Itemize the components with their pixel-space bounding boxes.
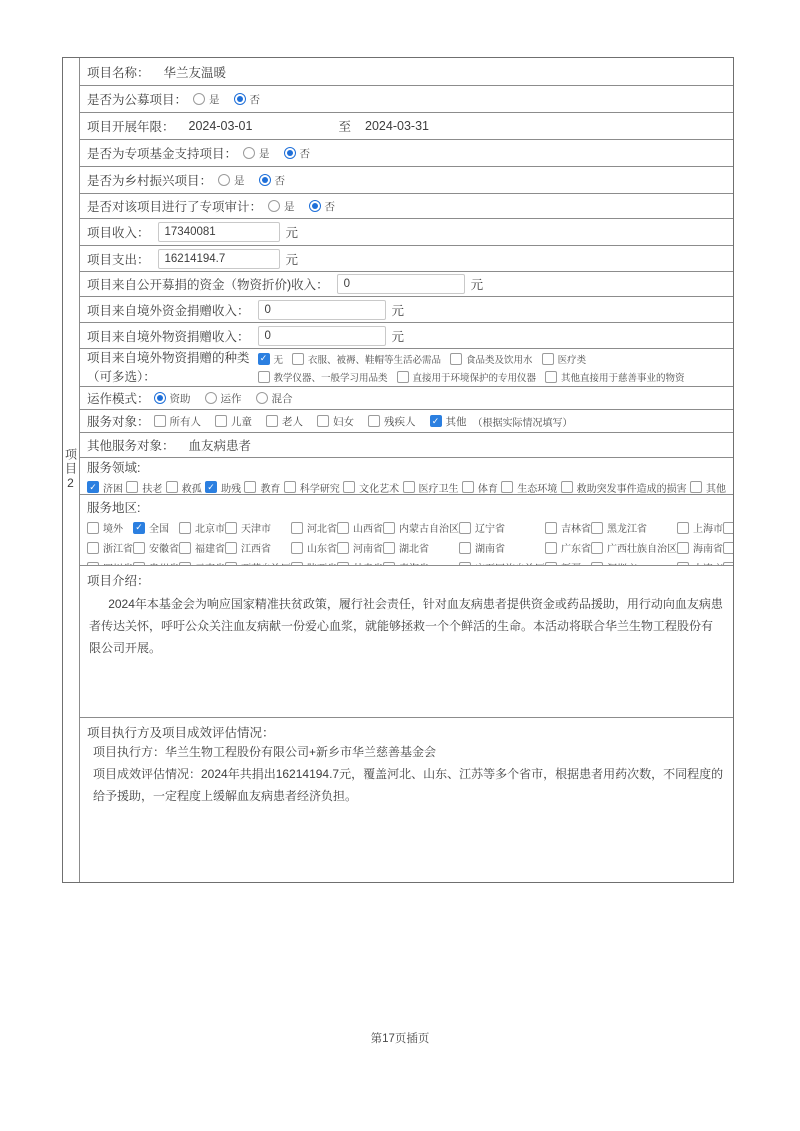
service-areas-checkbox-group[interactable] (87, 520, 726, 566)
evaluation-executor-line: 项目执行方：华兰生物工程股份有限公司+新乡市华兰慈善基金会 (93, 745, 437, 759)
period-start-value: 2024-03-01 (188, 119, 253, 133)
checkbox-option[interactable] (677, 520, 723, 535)
checkbox-unchecked-icon[interactable] (244, 481, 256, 493)
option-label: 湖南省 (475, 544, 505, 555)
radio-checked-icon[interactable] (234, 93, 246, 105)
option-label: 混合 (271, 392, 293, 405)
radio-option[interactable] (205, 391, 242, 406)
checkbox-unchecked-icon[interactable] (292, 353, 304, 365)
form-row-operation-mode (80, 387, 733, 410)
option-label: 救助突发事件造成的损害 (576, 483, 687, 495)
form-row-public-fundraising-income (80, 272, 733, 297)
overseas-fund-income-input[interactable] (258, 300, 386, 320)
option-label: 妇女 (333, 415, 355, 428)
checkbox-unchecked-icon[interactable] (317, 415, 329, 427)
checkbox-checked-icon[interactable]: ✓ (87, 481, 99, 493)
checkbox-option[interactable] (343, 480, 399, 495)
checkbox-option[interactable] (87, 540, 133, 555)
expense-input[interactable] (158, 249, 280, 269)
checkbox-unchecked-icon[interactable] (179, 522, 191, 534)
income-label: 项目收入： (87, 226, 150, 240)
checkbox-option[interactable] (545, 520, 591, 535)
option-label: 黑龙江省 (607, 524, 647, 535)
form-row-is-audited (80, 194, 733, 219)
option-label: 否 (249, 93, 261, 106)
checkbox-unchecked-icon[interactable] (166, 481, 178, 493)
checkbox-unchecked-icon[interactable] (591, 522, 603, 534)
operation-mode-label: 运作模式： (87, 392, 150, 406)
checkbox-option[interactable] (591, 520, 677, 535)
option-label: 其他直接用于慈善事业的物资 (561, 372, 685, 384)
checkbox-unchecked-icon[interactable] (459, 522, 471, 534)
checkbox-unchecked-icon[interactable] (723, 522, 733, 534)
checkbox-option[interactable] (591, 540, 677, 555)
checkbox-unchecked-icon[interactable] (383, 542, 395, 554)
checkbox-checked-icon[interactable]: ✓ (430, 415, 442, 427)
project-name-label: 项目名称： (87, 65, 150, 80)
radio-checked-icon[interactable] (259, 174, 271, 186)
project-form-table (62, 57, 734, 883)
checkbox-unchecked-icon[interactable] (179, 542, 191, 554)
checkbox-option[interactable] (337, 540, 383, 555)
is-special-fund-radio-group[interactable] (243, 146, 324, 161)
checkbox-option[interactable] (501, 480, 557, 495)
form-row-is-public (80, 86, 733, 113)
overseas-goods-types-label (87, 349, 250, 385)
option-label: 济困 (103, 483, 123, 495)
checkbox-option[interactable] (690, 480, 726, 495)
checkbox-unchecked-icon[interactable] (450, 353, 462, 365)
option-label: 安徽省 (149, 544, 179, 555)
checkbox-checked-icon[interactable]: ✓ (205, 481, 217, 493)
project-intro-label: 项目介绍： (87, 574, 150, 588)
checkbox-unchecked-icon[interactable] (215, 415, 227, 427)
form-row-overseas-goods-income (80, 323, 733, 349)
checkbox-unchecked-icon[interactable] (545, 542, 557, 554)
form-row-service-targets (80, 410, 733, 433)
operation-mode-radio-group[interactable] (154, 391, 307, 406)
radio-unchecked-icon[interactable] (243, 147, 255, 159)
checkbox-unchecked-icon[interactable] (677, 542, 689, 554)
checkbox-option[interactable] (225, 520, 291, 535)
checkbox-option[interactable] (205, 480, 241, 495)
option-label: 其他 (705, 483, 726, 495)
service-fields-checkbox-group[interactable] (87, 480, 726, 495)
checkbox-option[interactable] (258, 352, 284, 366)
checkbox-option[interactable] (291, 540, 337, 555)
checkbox-option[interactable] (430, 414, 467, 429)
option-label: 上海市 (693, 524, 723, 535)
checkbox-unchecked-icon[interactable] (459, 542, 471, 554)
option-label: 浙江省 (103, 544, 133, 555)
option-label: 医疗卫生 (418, 483, 459, 495)
option-label: 生态环境 (517, 483, 558, 495)
option-label: 海南省 (693, 544, 723, 555)
checkbox-option[interactable] (126, 480, 162, 495)
form-row-income (80, 219, 733, 246)
checkbox-option[interactable] (545, 370, 685, 384)
option-label: 医疗类 (557, 354, 587, 366)
checkbox-option[interactable] (225, 540, 291, 555)
period-to-label: 至 (338, 120, 352, 134)
checkbox-unchecked-icon[interactable] (501, 481, 513, 493)
radio-unchecked-icon[interactable] (218, 174, 230, 186)
checkbox-unchecked-icon[interactable] (723, 542, 733, 554)
checkbox-checked-icon[interactable]: ✓ (258, 353, 270, 365)
radio-unchecked-icon[interactable] (205, 392, 217, 404)
option-label: 吉林省 (561, 524, 591, 535)
checkbox-option[interactable] (459, 540, 545, 555)
checkbox-unchecked-icon[interactable] (403, 481, 415, 493)
public-fundraising-income-input[interactable] (337, 274, 465, 294)
checkbox-option[interactable] (291, 520, 337, 535)
checkbox-unchecked-icon[interactable] (383, 522, 395, 534)
overseas-goods-types-label-line1: 项目来自境外物资捐赠的种类 (87, 351, 250, 366)
checkbox-option[interactable] (397, 370, 537, 384)
option-label: 助残 (221, 483, 242, 495)
form-row-service-fields (80, 458, 733, 495)
radio-option[interactable] (218, 173, 245, 188)
is-rural-radio-group[interactable] (218, 173, 299, 188)
checkbox-option[interactable] (258, 370, 388, 384)
form-row-is-rural (80, 167, 733, 194)
option-label: 山东省 (307, 544, 337, 555)
option-label: 江西省 (241, 544, 271, 555)
is-special-fund-label: 是否为专项基金支持项目： (87, 147, 238, 161)
form-rows (80, 58, 733, 882)
option-label: 广东省 (561, 544, 591, 555)
checkbox-unchecked-icon[interactable] (225, 542, 237, 554)
option-label: 扶老 (142, 483, 163, 495)
checkbox-option[interactable] (133, 520, 179, 535)
checkbox-option[interactable] (383, 540, 459, 555)
form-row-service-areas (80, 495, 733, 566)
form-row-period (80, 113, 733, 140)
checkbox-unchecked-icon[interactable] (258, 371, 270, 383)
checkbox-unchecked-icon[interactable] (337, 542, 349, 554)
option-label: 食品类及饮用水 (466, 354, 533, 366)
radio-option[interactable] (193, 92, 220, 107)
checkbox-unchecked-icon[interactable] (397, 371, 409, 383)
option-label: 其他 (445, 415, 467, 428)
checkbox-unchecked-icon[interactable] (343, 481, 355, 493)
checkbox-option[interactable] (459, 520, 545, 535)
option-label: 衣服、被褥、鞋帽等生活必需品 (308, 354, 442, 366)
checkbox-option[interactable] (179, 540, 225, 555)
option-label: 无 (273, 354, 284, 366)
checkbox-unchecked-icon[interactable] (133, 542, 145, 554)
checkbox-option[interactable] (542, 352, 587, 366)
form-row-is-special-fund (80, 140, 733, 167)
option-label: 直接用于环境保护的专用仪器 (412, 372, 537, 384)
evaluation-result-line: 项目成效评估情况：2024年共捐出16214194.7元，覆盖河北、山东、江苏等多个省市，根据患者用药次数，不同程度的给予援助，一定程度上缓解血友病患者经济负担。 (93, 767, 724, 804)
checkbox-unchecked-icon[interactable] (591, 542, 603, 554)
checkbox-unchecked-icon[interactable] (225, 522, 237, 534)
option-label: 运作 (220, 392, 242, 405)
checkbox-unchecked-icon[interactable] (545, 522, 557, 534)
option-label: 广西壮族自治区 (607, 544, 677, 555)
option-label: 残疾人 (384, 415, 416, 428)
checkbox-option[interactable] (292, 352, 441, 366)
is-rural-label: 是否为乡村振兴项目： (87, 174, 213, 188)
is-audited-label: 是否对该项目进行了专项审计： (87, 200, 263, 214)
option-label: 教育 (260, 483, 281, 495)
radio-option[interactable] (234, 92, 261, 107)
radio-option[interactable] (268, 199, 295, 214)
option-label: 是 (259, 147, 270, 160)
overseas-goods-income-input[interactable] (258, 326, 386, 346)
option-label: 体育 (477, 483, 498, 495)
overseas-goods-types-label-line2: （可多选）： (87, 369, 156, 384)
form-row-overseas-fund-income (80, 297, 733, 323)
service-targets-note: （根据实际情况填写） (472, 417, 573, 429)
checkbox-option[interactable] (723, 540, 733, 555)
form-row-project-name (80, 58, 733, 86)
radio-unchecked-icon[interactable] (268, 200, 280, 212)
service-fields-label: 服务领域: (87, 460, 141, 475)
checkbox-option[interactable] (266, 414, 303, 429)
option-label: 救孤 (181, 483, 202, 495)
checkbox-unchecked-icon[interactable] (284, 481, 296, 493)
checkbox-unchecked-icon[interactable] (368, 415, 380, 427)
option-label: 福建省 (195, 544, 225, 555)
option-label: 否 (274, 174, 286, 187)
checkbox-unchecked-icon[interactable] (542, 353, 554, 365)
checkbox-unchecked-icon[interactable] (291, 542, 303, 554)
income-unit: 元 (285, 226, 299, 240)
checkbox-option[interactable] (677, 540, 723, 555)
project-intro-text: 2024年本基金会为响应国家精准扶贫政策，履行社会责任，针对血友病患者提供资金或药品援助，用行动向血友病患者传达关怀，呼吁公众关注血友病献一份爱心血浆，就能够拯救一个个鲜活的生命。本活动将联合华兰生物工程股份有限公司开展。 (89, 597, 723, 656)
project-index-label: 项目2 (63, 448, 78, 492)
checkbox-unchecked-icon[interactable] (291, 522, 303, 534)
checkbox-unchecked-icon[interactable] (87, 542, 99, 554)
checkbox-option[interactable] (383, 520, 459, 535)
page-footer: 第17页插页 (370, 1033, 430, 1045)
radio-option[interactable] (243, 146, 270, 161)
option-label: 辽宁省 (475, 524, 505, 535)
option-label: 老人 (282, 415, 304, 428)
form-row-overseas-goods-types (80, 349, 733, 387)
radio-checked-icon[interactable] (309, 200, 321, 212)
checkbox-option[interactable] (403, 480, 459, 495)
checkbox-option[interactable] (368, 414, 416, 429)
checkbox-option[interactable] (87, 480, 123, 495)
checkbox-option[interactable] (462, 480, 498, 495)
option-label: 湖北省 (399, 544, 429, 555)
checkbox-option[interactable] (284, 480, 340, 495)
evaluation-label: 项目执行方及项目成效评估情况： (87, 726, 275, 740)
form-row-evaluation (80, 718, 733, 882)
checkbox-option[interactable] (545, 540, 591, 555)
checkbox-unchecked-icon[interactable] (126, 481, 138, 493)
option-label: 否 (324, 200, 336, 213)
option-label: 科学研究 (299, 483, 340, 495)
checkbox-option[interactable] (450, 352, 533, 366)
option-label: 儿童 (231, 415, 253, 428)
public-fundraising-income-label: 项目来自公开募捐的资金（物资折价)收入： (87, 278, 329, 292)
radio-unchecked-icon[interactable] (193, 93, 205, 105)
option-label: 教学仪器、一般学习用品类 (273, 372, 388, 384)
checkbox-unchecked-icon[interactable] (462, 481, 474, 493)
form-row-other-service-target (80, 433, 733, 458)
option-label: 是 (284, 200, 295, 213)
overseas-fund-income-label: 项目来自境外资金捐赠收入： (87, 303, 250, 318)
overseas-goods-income-unit: 元 (391, 329, 405, 344)
checkbox-option[interactable] (723, 520, 733, 535)
period-label: 项目开展年限： (87, 120, 175, 134)
checkbox-unchecked-icon[interactable] (561, 481, 573, 493)
other-service-target-label: 其他服务对象： (87, 439, 175, 453)
option-label: 河北省 (307, 524, 337, 535)
radio-option[interactable] (256, 391, 293, 406)
overseas-fund-income-unit: 元 (391, 303, 405, 318)
radio-option[interactable] (284, 146, 311, 161)
checkbox-option[interactable] (133, 540, 179, 555)
option-label: 资助 (169, 392, 191, 405)
checkbox-unchecked-icon[interactable] (266, 415, 278, 427)
option-label: 所有人 (169, 415, 202, 428)
option-label: 否 (299, 147, 311, 160)
service-areas-label: 服务地区: (87, 501, 141, 515)
project-name-value: 华兰友温暖 (163, 65, 227, 80)
option-label: 文化艺术 (359, 483, 400, 495)
checkbox-unchecked-icon[interactable] (677, 522, 689, 534)
overseas-goods-types-checkbox-group[interactable] (258, 352, 726, 384)
option-label: 河南省 (353, 544, 383, 555)
radio-checked-icon[interactable] (154, 392, 166, 404)
option-label: 是 (234, 174, 245, 187)
is-audited-radio-group[interactable] (268, 199, 349, 214)
radio-checked-icon[interactable] (284, 147, 296, 159)
checkbox-option[interactable] (179, 520, 225, 535)
is-public-radio-group[interactable] (193, 92, 274, 107)
checkbox-unchecked-icon[interactable] (87, 522, 99, 534)
period-end-value: 2024-03-31 (365, 119, 429, 133)
option-label: 山西省 (353, 524, 383, 535)
checkbox-unchecked-icon[interactable] (154, 415, 166, 427)
checkbox-unchecked-icon[interactable] (337, 522, 349, 534)
radio-option[interactable] (309, 199, 336, 214)
option-label: 全国 (149, 524, 169, 535)
service-targets-checkbox-group[interactable] (154, 414, 481, 429)
checkbox-option[interactable] (87, 520, 133, 535)
checkbox-option[interactable] (337, 520, 383, 535)
radio-option[interactable] (259, 173, 286, 188)
radio-option[interactable] (154, 391, 191, 406)
option-label: 北京市 (195, 524, 225, 535)
is-public-label: 是否为公募项目： (87, 93, 188, 107)
checkbox-unchecked-icon[interactable] (545, 371, 557, 383)
checkbox-option[interactable] (244, 480, 280, 495)
checkbox-option[interactable] (561, 480, 687, 495)
checkbox-option[interactable] (215, 414, 252, 429)
expense-unit: 元 (285, 252, 299, 267)
radio-unchecked-icon[interactable] (256, 392, 268, 404)
overseas-goods-income-label: 项目来自境外物资捐赠收入： (87, 329, 250, 344)
checkbox-checked-icon[interactable]: ✓ (133, 522, 145, 534)
service-targets-label: 服务对象： (87, 415, 150, 429)
expense-label: 项目支出： (87, 252, 150, 267)
checkbox-option[interactable] (166, 480, 202, 495)
form-row-project-intro (80, 566, 733, 718)
checkbox-unchecked-icon[interactable] (690, 481, 702, 493)
option-label: 内蒙古自治区 (399, 524, 459, 535)
income-input[interactable] (158, 222, 280, 242)
checkbox-option[interactable] (154, 414, 202, 429)
form-row-expense (80, 246, 733, 272)
checkbox-option[interactable] (317, 414, 354, 429)
project-index-column (63, 58, 80, 882)
option-label: 境外 (103, 524, 123, 535)
other-service-target-value: 血友病患者 (188, 439, 252, 453)
option-label: 是 (209, 93, 220, 106)
public-fundraising-income-unit: 元 (470, 278, 484, 292)
option-label: 天津市 (241, 524, 271, 535)
